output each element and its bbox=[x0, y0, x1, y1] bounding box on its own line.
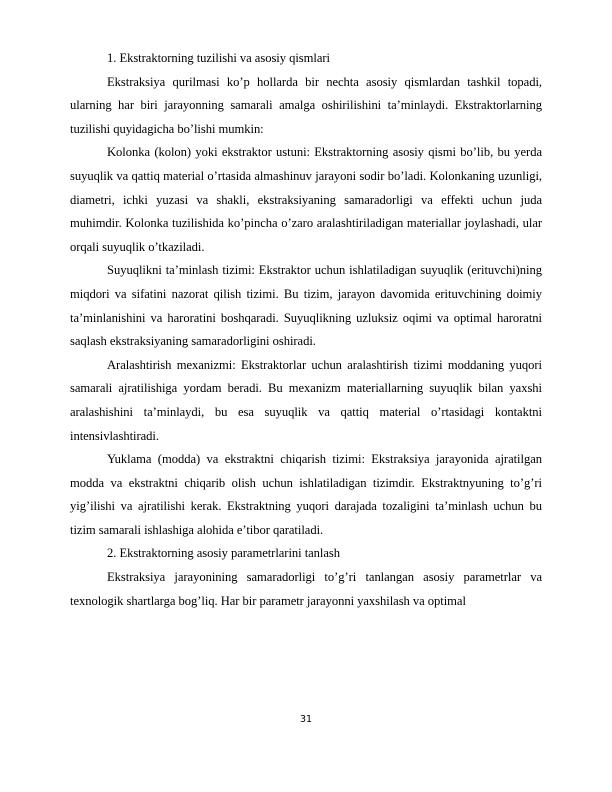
page-number: 31 bbox=[299, 714, 313, 725]
section-heading-1: 1. Ekstraktorning tuzilishi va asosiy qismlari bbox=[107, 51, 330, 65]
section-heading-2: 2. Ekstraktorning asosiy parametrlarini tanlash bbox=[107, 546, 341, 561]
paragraph-suyuqlik: Suyuqlikni ta’minlash tizimi: Ekstraktor uchun ishlatiladigan suyuqlik (erituvchi)ning miqdori va sifatini nazorat qilish tizimi. Bu tizim, jarayon davomida erituvchining doimiy ta’minlanishini va haroratini boshqaradi. Suyuqlikning uzluksiz oqimi va optimal haroratni saqlash ekstraksiyaning samaradorligini oshiradi. bbox=[70, 263, 542, 349]
paragraph-parametrlar: Ekstraksiya jarayonining samaradorligi to’g’ri tanlangan asosiy parametrlar va texnologik shartlarga bog’liq. Har bir parametr jarayonni yaxshilash va optimal bbox=[70, 570, 542, 608]
paragraph-intro: Ekstraksiya qurilmasi ko’p hollarda bir nechta asosiy qismlardan tashkil topadi, ularning har biri jarayonning samarali amalga oshirilishini ta’minlaydi. Ekstraktorlarning tuzilishi quyidagicha bo’lishi mumkin: bbox=[70, 74, 542, 136]
paragraph-kolonka: Kolonka (kolon) yoki ekstraktor ustuni: Ekstraktorning asosiy qismi bo’lib, bu yerda suyuqlik va qattiq material o’rtasida almashinuv jarayoni sodir bo’ladi. Kolonkaning uzunligi, diametri, ichki yuzasi va shakli, ekstraksiyaning samaradorligi va effekti uchun juda muhimdir. Kolonka tuzilishida ko’pincha o’zaro aralashtiriladigan materiallar joylashadi, ular orqali suyuqlik o’tkaziladi. bbox=[70, 145, 542, 254]
document-page bbox=[70, 47, 542, 613]
paragraph-aralashtirish: Aralashtirish mexanizmi: Ekstraktorlar uchun aralashtirish tizimi moddaning yuqori samarali ajratilishiga yordam beradi. Bu mexanizm materiallarning suyuqlik bilan yaxshi aralashishini ta’minlaydi, bu esa suyuqlik va qattiq material o’rtasidagi kontaktni intensivlashtiradi. bbox=[70, 357, 542, 443]
paragraph-yuklama: Yuklama (modda) va ekstraktni chiqarish tizimi: Ekstraksiya jarayonida ajratilgan modda va ekstraktni chiqarib olish uchun ishlatiladigan tizimdir. Ekstraktnyuning to’g’ri yig’ilishi va ajratilishi kerak. Ekstraktning yuqori darajada tozaligini ta’minlash uchun bu tizim samarali ishlashiga alohida e’tibor qaratiladi. bbox=[70, 452, 542, 537]
